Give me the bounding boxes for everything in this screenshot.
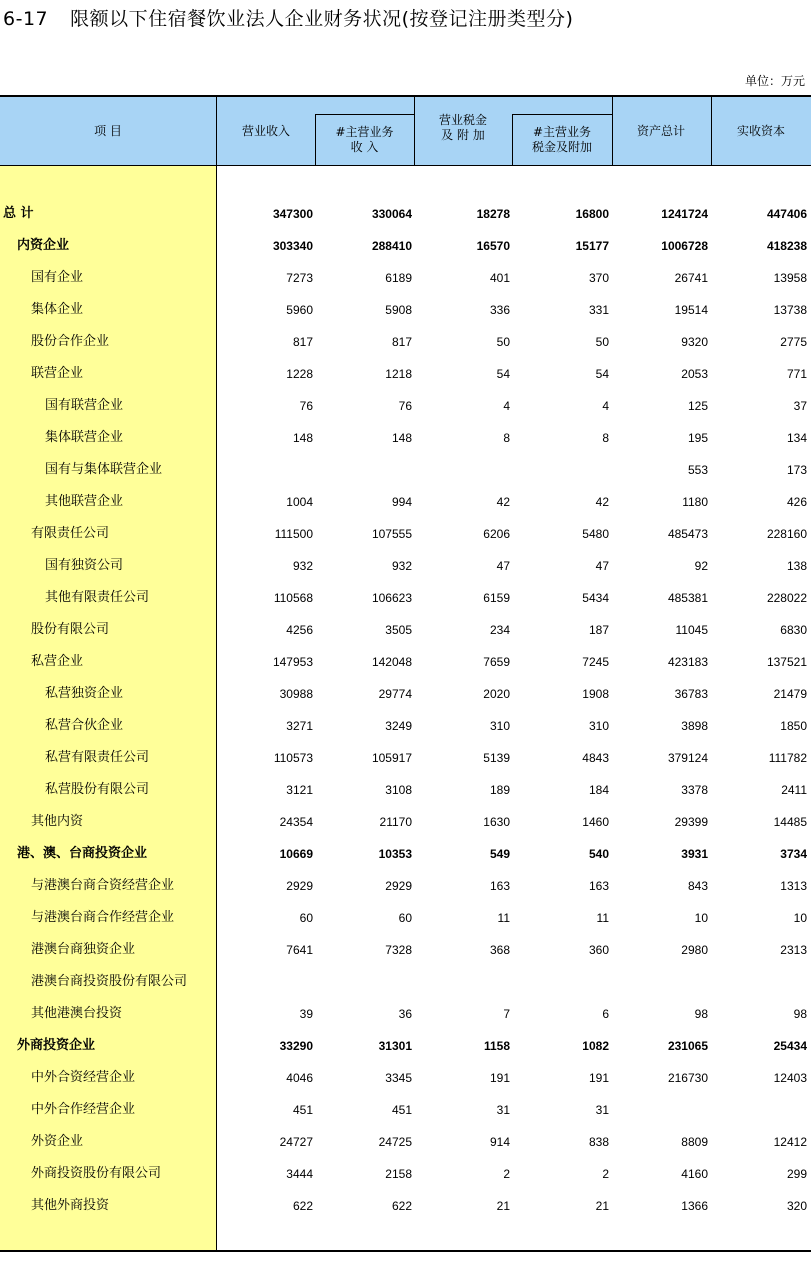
row-value: 8809 — [681, 1135, 708, 1149]
row-value: 110568 — [273, 591, 313, 605]
row-value: 1158 — [483, 1039, 510, 1053]
row-value: 47 — [595, 559, 609, 573]
row-value: 228022 — [766, 591, 807, 605]
row-value: 347300 — [272, 207, 313, 221]
header-assets: 资产总计 — [636, 123, 685, 138]
table-row — [0, 646, 811, 678]
row-label: 其他港澳台投资 — [31, 1006, 123, 1021]
row-value: 451 — [292, 1103, 313, 1117]
row-value: 5139 — [483, 751, 510, 765]
row-value: 368 — [489, 943, 510, 957]
row-value: 173 — [786, 463, 807, 477]
row-value: 447406 — [766, 207, 807, 221]
row-value — [316, 462, 412, 478]
row-value: 622 — [292, 1199, 313, 1213]
row-value — [316, 974, 412, 990]
table-row — [0, 294, 811, 326]
row-value: 24727 — [279, 1135, 313, 1149]
row-value: 92 — [694, 559, 708, 573]
row-value: 423183 — [667, 655, 708, 669]
row-value: 2775 — [780, 335, 807, 349]
table-row — [0, 486, 811, 518]
row-label: 中外合作经营企业 — [31, 1102, 136, 1117]
row-value: 310 — [489, 719, 510, 733]
row-value: 138 — [786, 559, 807, 573]
row-value: 3931 — [681, 847, 708, 861]
row-value: 7 — [503, 1007, 510, 1021]
row-value: 50 — [595, 335, 609, 349]
row-value: 16570 — [476, 239, 510, 253]
header-main-revenue: #主营业务 收 入 — [335, 125, 394, 154]
row-value — [414, 974, 510, 990]
table-row — [0, 614, 811, 646]
row-label: 外商投资企业 — [17, 1038, 96, 1053]
row-value: 1241724 — [661, 207, 708, 221]
table-row — [0, 806, 811, 838]
row-value: 36 — [398, 1007, 412, 1021]
row-value: 187 — [588, 623, 609, 637]
row-value — [217, 974, 313, 990]
table-row — [0, 1062, 811, 1094]
row-value: 1006728 — [661, 239, 708, 253]
row-value: 451 — [391, 1103, 412, 1117]
table-row — [0, 1030, 811, 1062]
table-title: 限额以下住宿餐饮业法人企业财务状况(按登记注册类型分) — [70, 8, 574, 30]
row-value: 418238 — [766, 239, 807, 253]
row-label: 联营企业 — [31, 366, 84, 381]
row-label: 私营独资企业 — [45, 686, 124, 701]
row-value: 12412 — [773, 1135, 807, 1149]
row-value: 4160 — [681, 1167, 708, 1181]
row-value: 8 — [602, 431, 609, 445]
header-tax: 营业税金 及 附 加 — [438, 113, 487, 142]
table-row — [0, 326, 811, 358]
financial-table — [0, 95, 811, 1252]
row-value: 379124 — [667, 751, 708, 765]
row-label: 与港澳台商合资经营企业 — [31, 878, 175, 893]
row-value: 228160 — [766, 527, 807, 541]
header-item: 项 目 — [94, 123, 122, 138]
row-value: 622 — [391, 1199, 412, 1213]
row-value: 26741 — [674, 271, 708, 285]
row-value: 98 — [793, 1007, 807, 1021]
row-value: 163 — [588, 879, 609, 893]
row-value — [711, 1102, 807, 1118]
row-label: 外资企业 — [31, 1134, 84, 1149]
row-label: 有限责任公司 — [31, 526, 110, 541]
row-value: 125 — [687, 399, 708, 413]
table-row — [0, 262, 811, 294]
row-value: 401 — [489, 271, 510, 285]
row-value: 21 — [496, 1199, 510, 1213]
row-label: 集体企业 — [31, 302, 84, 317]
row-value: 6159 — [483, 591, 510, 605]
table-row — [0, 390, 811, 422]
row-label: 其他内资 — [31, 814, 84, 829]
table-row — [0, 198, 811, 230]
row-value: 21479 — [773, 687, 807, 701]
row-value: 14485 — [773, 815, 807, 829]
row-value: 42 — [595, 495, 609, 509]
row-value: 3271 — [286, 719, 313, 733]
row-value: 21170 — [379, 815, 412, 829]
row-value: 19514 — [674, 303, 708, 317]
row-value: 12403 — [773, 1071, 807, 1085]
row-label: 股份有限公司 — [31, 622, 110, 637]
table-row — [0, 1158, 811, 1190]
row-value — [414, 462, 510, 478]
row-value: 310 — [588, 719, 609, 733]
row-label: 集体联营企业 — [45, 430, 124, 445]
row-value: 42 — [496, 495, 510, 509]
row-value: 7273 — [286, 271, 313, 285]
row-value: 299 — [786, 1167, 807, 1181]
row-value — [513, 974, 609, 990]
row-value: 932 — [292, 559, 313, 573]
row-value: 31301 — [378, 1039, 412, 1053]
row-value: 3505 — [385, 623, 412, 637]
row-value: 5480 — [582, 527, 609, 541]
row-label: 其他联营企业 — [45, 494, 124, 509]
row-value: 31 — [496, 1103, 510, 1117]
row-label: 股份合作企业 — [31, 334, 110, 349]
row-value: 370 — [588, 271, 609, 285]
row-value: 1366 — [681, 1199, 708, 1213]
row-value: 29399 — [674, 815, 708, 829]
row-value: 2929 — [385, 879, 412, 893]
row-value: 9320 — [681, 335, 708, 349]
row-value: 37 — [793, 399, 807, 413]
row-value: 134 — [786, 431, 807, 445]
row-value: 426 — [786, 495, 807, 509]
header-divider-main-revenue — [315, 114, 316, 165]
row-value: 817 — [391, 335, 412, 349]
row-value: 31 — [595, 1103, 609, 1117]
table-row — [0, 422, 811, 454]
row-value: 13738 — [773, 303, 807, 317]
row-value: 148 — [391, 431, 412, 445]
row-value: 320 — [786, 1199, 807, 1213]
table-row — [0, 1126, 811, 1158]
row-value: 4256 — [286, 623, 313, 637]
row-value: 932 — [391, 559, 412, 573]
row-value: 336 — [489, 303, 510, 317]
row-value: 60 — [398, 911, 412, 925]
row-value: 5434 — [582, 591, 609, 605]
row-value: 4046 — [286, 1071, 313, 1085]
row-value: 2 — [602, 1167, 609, 1181]
row-label: 与港澳台商合作经营企业 — [31, 910, 175, 925]
row-value: 16800 — [575, 207, 609, 221]
row-value: 54 — [496, 367, 510, 381]
row-value: 7659 — [483, 655, 510, 669]
row-value: 3345 — [385, 1071, 412, 1085]
row-value: 10669 — [279, 847, 313, 861]
row-value — [513, 462, 609, 478]
header-revenue: 营业收入 — [241, 123, 290, 138]
table-number: 6-17 — [3, 8, 49, 30]
row-value: 105917 — [371, 751, 412, 765]
row-value: 1630 — [483, 815, 510, 829]
row-value: 549 — [489, 847, 510, 861]
row-value: 10353 — [378, 847, 412, 861]
table-row — [0, 230, 811, 262]
row-value: 191 — [489, 1071, 510, 1085]
row-value: 288410 — [371, 239, 412, 253]
row-value: 3108 — [385, 783, 412, 797]
row-value: 11 — [596, 911, 609, 925]
row-value: 2158 — [385, 1167, 412, 1181]
row-value: 1228 — [286, 367, 313, 381]
row-value: 50 — [496, 335, 510, 349]
row-value: 1180 — [682, 495, 708, 509]
row-value: 1004 — [286, 495, 313, 509]
row-value: 24354 — [279, 815, 313, 829]
row-label: 总 计 — [3, 206, 34, 221]
row-value: 6 — [602, 1007, 609, 1021]
row-value: 110573 — [273, 751, 313, 765]
table-row — [0, 870, 811, 902]
row-label: 国有企业 — [31, 270, 84, 285]
unit-label: 单位：万元 — [744, 74, 805, 88]
row-value: 1218 — [385, 367, 412, 381]
row-label: 私营合伙企业 — [45, 718, 124, 733]
table-row — [0, 966, 811, 998]
row-value: 4 — [602, 399, 609, 413]
row-value: 838 — [588, 1135, 609, 1149]
row-value: 3121 — [286, 783, 313, 797]
row-value: 148 — [292, 431, 313, 445]
row-value: 111782 — [768, 751, 807, 765]
row-value: 29774 — [378, 687, 412, 701]
row-label: 内资企业 — [17, 238, 70, 253]
row-value: 6189 — [385, 271, 412, 285]
row-value: 10 — [793, 911, 807, 925]
row-value: 234 — [489, 623, 510, 637]
row-value: 11 — [497, 911, 510, 925]
row-value: 47 — [496, 559, 510, 573]
row-value — [217, 462, 313, 478]
row-value: 7328 — [385, 943, 412, 957]
row-value: 3378 — [681, 783, 708, 797]
row-value: 7245 — [582, 655, 609, 669]
row-label: 私营股份有限公司 — [45, 782, 150, 797]
row-value: 1850 — [780, 719, 807, 733]
row-label: 港澳台商独资企业 — [31, 942, 136, 957]
row-value: 3734 — [780, 847, 807, 861]
table-row — [0, 934, 811, 966]
row-label: 国有独资公司 — [45, 558, 124, 573]
row-value: 60 — [299, 911, 313, 925]
row-value: 2053 — [681, 367, 708, 381]
row-value: 3249 — [385, 719, 412, 733]
row-value: 2980 — [681, 943, 708, 957]
table-row — [0, 998, 811, 1030]
column-divider-assets — [612, 97, 613, 165]
table-row — [0, 710, 811, 742]
row-value: 184 — [588, 783, 609, 797]
row-value: 191 — [588, 1071, 609, 1085]
row-label: 私营有限责任公司 — [45, 750, 150, 765]
row-value: 994 — [391, 495, 412, 509]
row-value: 1082 — [582, 1039, 609, 1053]
row-value: 36783 — [674, 687, 708, 701]
row-value: 2929 — [286, 879, 313, 893]
row-value: 303340 — [272, 239, 313, 253]
table-row — [0, 518, 811, 550]
row-label: 港、澳、台商投资企业 — [17, 846, 148, 861]
row-value: 25434 — [773, 1039, 807, 1053]
row-value: 8 — [503, 431, 510, 445]
column-divider-tax — [414, 97, 415, 165]
table-row — [0, 838, 811, 870]
row-label: 外商投资股份有限公司 — [31, 1166, 162, 1181]
row-value — [612, 1102, 708, 1118]
row-value: 231065 — [667, 1039, 708, 1053]
table-row — [0, 1094, 811, 1126]
row-value: 137521 — [766, 655, 807, 669]
row-value: 771 — [786, 367, 807, 381]
table-row — [0, 550, 811, 582]
row-label: 国有联营企业 — [45, 398, 124, 413]
row-value: 2 — [503, 1167, 510, 1181]
row-value: 13958 — [773, 271, 807, 285]
table-row — [0, 358, 811, 390]
page-title — [3, 6, 808, 32]
row-value: 817 — [292, 335, 313, 349]
row-value: 98 — [694, 1007, 708, 1021]
table-header — [0, 97, 811, 166]
row-value: 30988 — [279, 687, 313, 701]
row-value: 10 — [694, 911, 708, 925]
row-value: 147953 — [272, 655, 313, 669]
row-value: 111500 — [274, 527, 313, 541]
row-value: 843 — [687, 879, 708, 893]
table-row — [0, 454, 811, 486]
row-label: 其他有限责任公司 — [45, 590, 150, 605]
table-row — [0, 1190, 811, 1222]
row-value: 3444 — [286, 1167, 313, 1181]
row-label: 私营企业 — [31, 654, 84, 669]
row-label: 港澳台商投资股份有限公司 — [31, 974, 188, 989]
table-row — [0, 678, 811, 710]
row-value: 331 — [588, 303, 609, 317]
row-value: 3898 — [681, 719, 708, 733]
row-value: 18278 — [476, 207, 510, 221]
row-label: 其他外商投资 — [31, 1198, 110, 1213]
table-row — [0, 742, 811, 774]
row-value: 21 — [595, 1199, 609, 1213]
row-value: 1313 — [780, 879, 807, 893]
header-main-tax: #主营业务 税金及附加 — [531, 125, 592, 154]
row-value: 6206 — [483, 527, 510, 541]
row-value: 540 — [588, 847, 609, 861]
row-value: 216730 — [667, 1071, 708, 1085]
table-row — [0, 902, 811, 934]
row-value: 54 — [595, 367, 609, 381]
header-capital: 实收资本 — [736, 123, 785, 138]
row-value: 39 — [299, 1007, 313, 1021]
row-value — [711, 974, 807, 990]
row-value: 76 — [299, 399, 313, 413]
row-value: 5960 — [286, 303, 313, 317]
column-divider-capital — [711, 97, 712, 165]
row-value: 553 — [687, 463, 708, 477]
row-value: 1460 — [582, 815, 609, 829]
row-value: 11045 — [675, 623, 708, 637]
row-value — [612, 974, 708, 990]
row-value: 360 — [588, 943, 609, 957]
row-value: 485473 — [667, 527, 708, 541]
header-sub-divider-2 — [513, 114, 612, 115]
header-divider-main-tax — [512, 114, 513, 165]
row-value: 4 — [503, 399, 510, 413]
row-value: 330064 — [371, 207, 412, 221]
row-value: 6830 — [780, 623, 807, 637]
table-row — [0, 774, 811, 806]
row-value: 4843 — [582, 751, 609, 765]
row-value: 76 — [398, 399, 412, 413]
row-value: 106623 — [371, 591, 412, 605]
row-value: 914 — [489, 1135, 510, 1149]
row-value: 24725 — [378, 1135, 412, 1149]
row-value: 2020 — [483, 687, 510, 701]
row-value: 142048 — [371, 655, 412, 669]
row-label: 国有与集体联营企业 — [45, 462, 163, 477]
row-value: 15177 — [575, 239, 609, 253]
row-value: 5908 — [385, 303, 412, 317]
row-value: 107555 — [371, 527, 412, 541]
row-value: 195 — [687, 431, 708, 445]
row-value: 485381 — [667, 591, 708, 605]
row-value: 189 — [489, 783, 510, 797]
row-label: 中外合资经营企业 — [31, 1070, 136, 1085]
row-value: 33290 — [279, 1039, 313, 1053]
row-value: 1908 — [582, 687, 609, 701]
header-sub-divider-1 — [316, 114, 414, 115]
row-value: 7641 — [286, 943, 313, 957]
row-value: 2313 — [780, 943, 807, 957]
row-value: 163 — [489, 879, 510, 893]
table-row — [0, 582, 811, 614]
row-value: 2411 — [781, 783, 807, 797]
